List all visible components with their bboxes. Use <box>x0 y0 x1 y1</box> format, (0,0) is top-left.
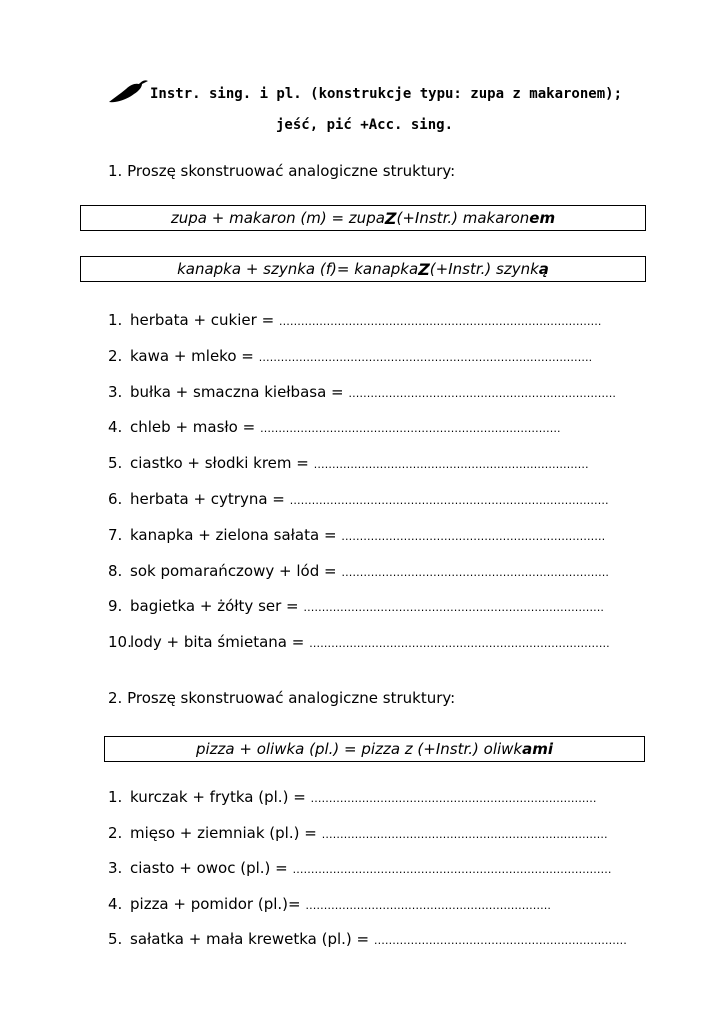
page-title: Instr. sing. i pl. (konstrukcje typu: zupa z makaronem); <box>150 86 623 102</box>
answer-blank[interactable]: …………………………………………………………. <box>305 898 551 912</box>
example-box-3 <box>104 736 645 762</box>
item-number: 2. <box>108 346 123 365</box>
item-number: 3. <box>108 382 123 401</box>
item-number: 5. <box>108 454 123 473</box>
answer-blank[interactable]: …………………………………………………………… <box>373 934 627 947</box>
item-text: sałatka + mała krewetka (pl.) = <box>130 930 374 948</box>
answer-blank[interactable]: ………………………………………………………………. <box>348 386 616 400</box>
example1-z: Z <box>384 208 397 228</box>
example-box-2 <box>80 256 646 282</box>
item-number: 8. <box>108 561 123 580</box>
item-text: bagietka + żółty ser = <box>130 597 304 616</box>
answer-blank[interactable]: …………………………………………………………………… <box>321 827 608 841</box>
example1-part-b: (+Instr.) makaron <box>396 209 530 227</box>
example2-z: Z <box>418 259 430 279</box>
item-text: ciastko + słodki krem = <box>130 454 314 473</box>
exercise-item <box>108 824 608 842</box>
answer-blank[interactable]: ………………………………………………………………………………. <box>258 350 593 364</box>
exercise-item <box>108 526 605 544</box>
item-text: ciasto + owoc (pl.) = <box>130 859 293 877</box>
example2-ending: ą <box>538 260 549 278</box>
exercise-item <box>108 895 551 913</box>
exercise-item <box>108 490 609 508</box>
answer-blank[interactable]: ……………………………………………………………………………. <box>278 315 602 328</box>
example2-part-b: (+Instr.) szynk <box>429 260 539 278</box>
exercise-item <box>108 633 610 651</box>
item-text: kanapka + zielona sałata = <box>130 525 342 544</box>
item-text: chleb + masło = <box>130 418 260 437</box>
item-number: 2. <box>108 823 123 842</box>
section1-heading: 1. Proszę skonstruować analogiczne struktury: <box>108 162 456 180</box>
item-text: lody + bita śmietana = <box>130 633 310 652</box>
answer-blank[interactable]: …………………………………………………………………………… <box>292 863 612 876</box>
answer-blank[interactable]: ………………………………………………………………. <box>341 565 609 579</box>
exercise-item <box>108 930 627 948</box>
exercise-item <box>108 597 604 615</box>
item-number: 6. <box>108 490 123 508</box>
example1-part-a: zupa + makaron (m) = zupa <box>170 209 385 227</box>
item-text: herbata + cukier = <box>130 311 279 329</box>
item-text: pizza + pomidor (pl.)= <box>130 894 306 913</box>
example-box-1 <box>80 205 646 231</box>
exercise-item <box>108 347 592 365</box>
item-number: 10. <box>108 633 132 652</box>
item-number: 9. <box>108 597 123 616</box>
answer-blank[interactable]: …………………………………………………………………………… <box>289 494 609 507</box>
answer-blank[interactable]: ………………………………………………………………… <box>313 458 589 472</box>
exercise-item <box>108 311 601 329</box>
exercise-item <box>108 788 597 806</box>
item-text: sok pomarańczowy + lód = <box>130 561 342 580</box>
example1-ending: em <box>529 209 556 227</box>
answer-blank[interactable]: ……………………………………………………………… <box>341 529 606 543</box>
item-number: 4. <box>108 894 123 913</box>
item-number: 1. <box>108 788 123 806</box>
item-number: 3. <box>108 859 123 877</box>
item-text: bułka + smaczna kiełbasa = <box>130 382 349 401</box>
item-text: kurczak + frytka (pl.) = <box>130 788 311 806</box>
section2-heading: 2. Proszę skonstruować analogiczne struktury: <box>108 689 456 707</box>
item-number: 1. <box>108 311 123 329</box>
item-text: kawa + mleko = <box>130 346 259 365</box>
item-number: 5. <box>108 930 123 948</box>
exercise-item <box>108 859 612 877</box>
answer-blank[interactable]: ………………………………………………………………………. <box>259 422 561 436</box>
item-number: 7. <box>108 525 123 544</box>
example2-part-a: kanapka + szynka (f)= kanapka <box>177 260 419 278</box>
item-text: herbata + cytryna = <box>130 490 290 508</box>
exercise-item <box>108 418 560 436</box>
answer-blank[interactable]: …………………………………………………………………… <box>310 792 597 805</box>
exercise-item <box>108 454 589 472</box>
item-text: mięso + ziemniak (pl.) = <box>130 823 322 842</box>
page-subtitle: jeść, pić +Acc. sing. <box>276 117 454 133</box>
exercise-item <box>108 383 616 401</box>
answer-blank[interactable]: ………………………………………………………………………. <box>303 601 604 615</box>
example3-part-a: pizza + oliwka (pl.) = pizza z (+Instr.) oliwk <box>195 740 523 758</box>
answer-blank[interactable]: ………………………………………………………………………. <box>309 637 610 651</box>
example3-ending: ami <box>522 740 554 758</box>
item-number: 4. <box>108 418 123 437</box>
chili-pepper-icon <box>108 78 150 106</box>
exercise-item <box>108 562 609 580</box>
